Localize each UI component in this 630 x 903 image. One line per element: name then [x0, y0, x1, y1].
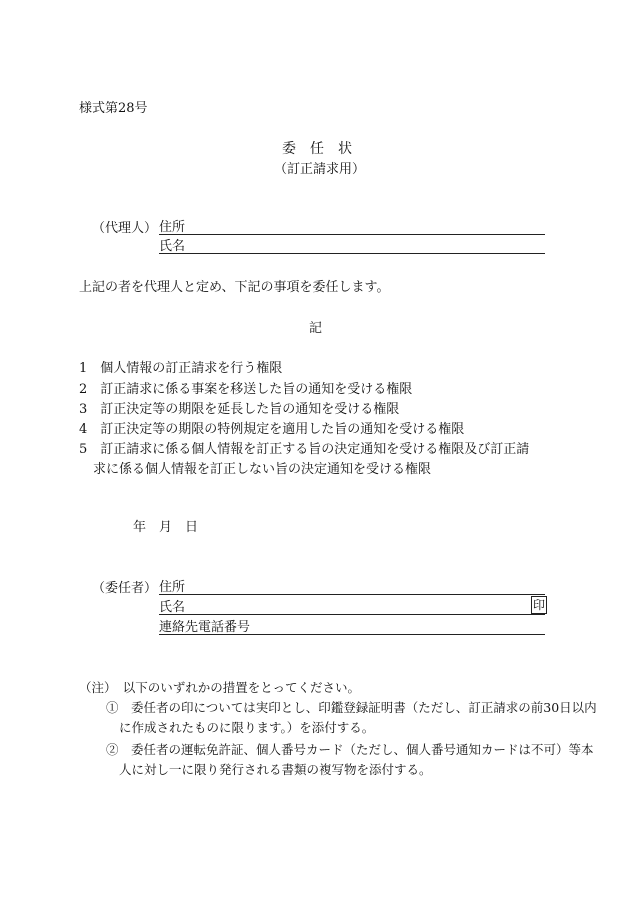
delegator-phone-field[interactable]: [159, 616, 545, 635]
seal-mark: 印: [532, 598, 545, 612]
note-line: に作成されたものに限ります。）を添付する。: [119, 720, 375, 735]
note-line: ② 委任者の運転免許証、個人番号カード（ただし、個人番号通知カードは不可）等本: [106, 742, 594, 757]
list-item: 3 訂正決定等の期限を延長した旨の通知を受ける権限: [79, 402, 400, 417]
delegator-address-label: 住所: [159, 580, 186, 595]
agent-label: （代理人）: [92, 221, 158, 236]
agent-address-field[interactable]: [159, 216, 545, 235]
agent-name-label: 氏名: [159, 239, 186, 254]
date-line: 年 月 日: [133, 520, 199, 535]
agent-address-label: 住所: [159, 220, 186, 235]
delegator-label: （委任者）: [92, 581, 158, 596]
statement: 上記の者を代理人と定め、下記の事項を委任します。: [79, 280, 390, 295]
list-item: 1 個人情報の訂正請求を行う権限: [79, 361, 283, 376]
notes-head: （注） 以下のいずれかの措置をとってください。: [79, 680, 361, 695]
list-item: 求に係る個人情報を訂正しない旨の決定通知を受ける権限: [93, 462, 432, 477]
note-line: ① 委任者の印については実印とし、印鑑登録証明書（ただし、訂正請求の前30日以内: [106, 700, 597, 715]
form-number: 様式第28号: [79, 101, 148, 116]
delegator-name-field[interactable]: [159, 596, 545, 615]
list-item: 5 訂正請求に係る個人情報を訂正する旨の決定通知を受ける権限及び訂正請: [79, 442, 530, 457]
delegator-address-field[interactable]: [159, 576, 545, 595]
ki-heading: 記: [309, 321, 323, 336]
note-line: 人に対し一に限り発行される書類の複写物を添付する。: [119, 762, 432, 777]
page-title: 委 任 状: [282, 141, 352, 157]
agent-name-field[interactable]: [159, 235, 545, 254]
list-item: 4 訂正決定等の期限の特例規定を適用した旨の通知を受ける権限: [79, 422, 465, 437]
list-item: 2 訂正請求に係る事案を移送した旨の通知を受ける権限: [79, 382, 413, 397]
delegator-phone-label: 連絡先電話番号: [159, 620, 251, 635]
delegator-name-label: 氏名: [159, 600, 186, 615]
page-subtitle: （訂正請求用）: [274, 162, 366, 177]
